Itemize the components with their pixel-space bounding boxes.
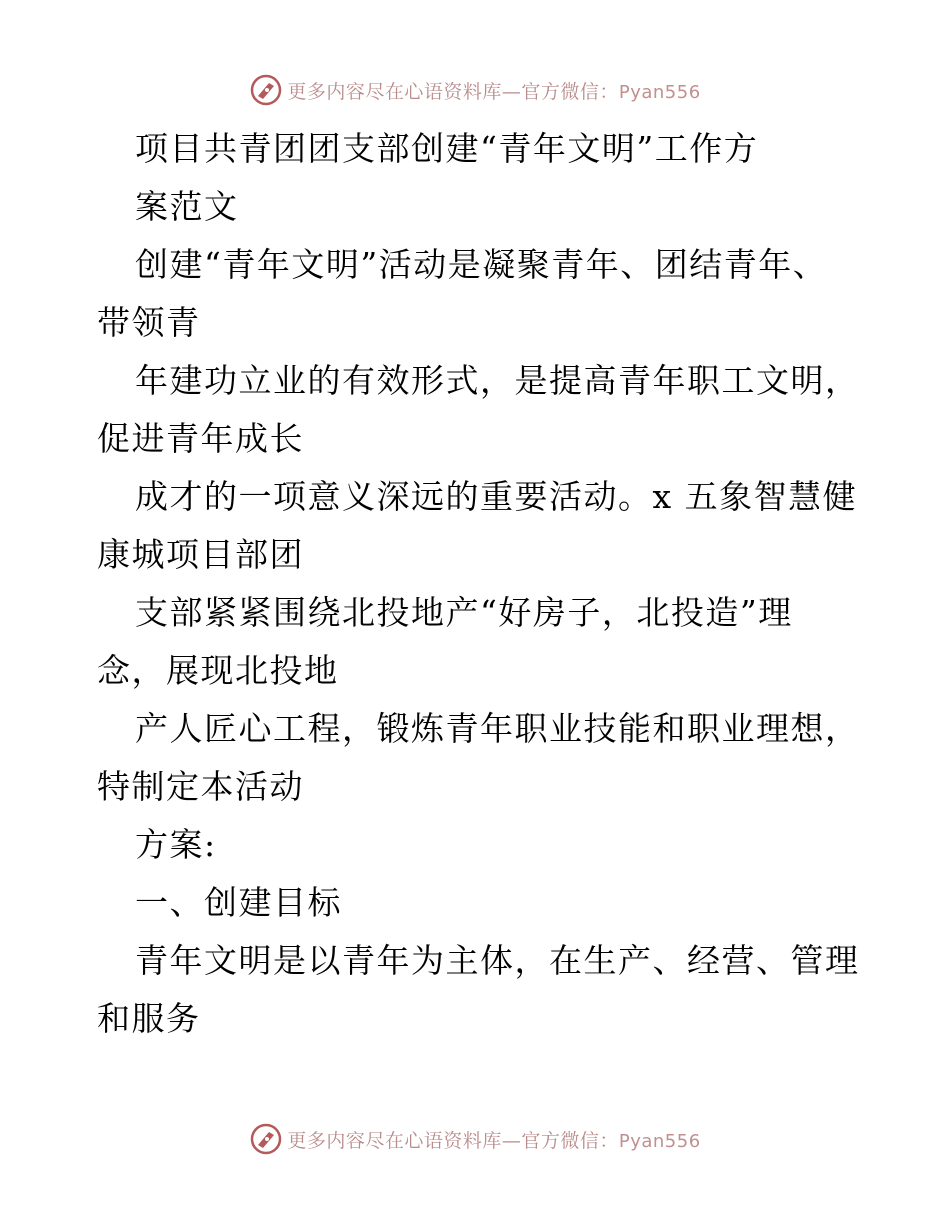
text-line: 康城项目部团: [97, 535, 304, 574]
text-line: 青年文明是以青年为主体，在生产、经营、管理: [135, 941, 860, 980]
watermark-text: 更多内容尽在心语资料库—官方微信：Pyan556: [287, 80, 701, 103]
text-line: 特制定本活动: [97, 767, 304, 806]
watermark-text: 更多内容尽在心语资料库—官方微信：Pyan556: [287, 1129, 701, 1152]
text-line: 成才的一项意义深远的重要活动。x 五象智慧健: [135, 477, 858, 516]
text-line: 念，展现北投地: [97, 651, 339, 690]
text-line: 创建“青年文明”活动是凝聚青年、团结青年、: [135, 245, 828, 284]
footer-watermark: [0, 1119, 950, 1159]
header-watermark: [0, 70, 950, 110]
pen-nib-circle-icon: [249, 1122, 283, 1156]
text-line: 方案:: [135, 825, 217, 864]
text-line: 产人匠心工程，锻炼青年职业技能和职业理想，: [135, 709, 860, 748]
text-line: 促进青年成长: [97, 419, 304, 458]
text-line: 带领青: [97, 303, 201, 342]
text-line: 案范文: [135, 187, 239, 226]
watermark-id: Pyan556: [618, 81, 701, 103]
watermark-id: Pyan556: [618, 1130, 701, 1152]
document-body: [97, 120, 867, 1048]
text-line: 支部紧紧围绕北投地产“好房子，北投造”理: [135, 593, 793, 632]
pen-nib-circle-icon: [249, 73, 283, 107]
text-line: 年建功立业的有效形式，是提高青年职工文明，: [135, 361, 860, 400]
text-line: 项目共青团团支部创建“青年文明”工作方: [135, 129, 759, 168]
text-line: 一、创建目标: [135, 883, 342, 922]
text-line: 和服务: [97, 999, 201, 1038]
